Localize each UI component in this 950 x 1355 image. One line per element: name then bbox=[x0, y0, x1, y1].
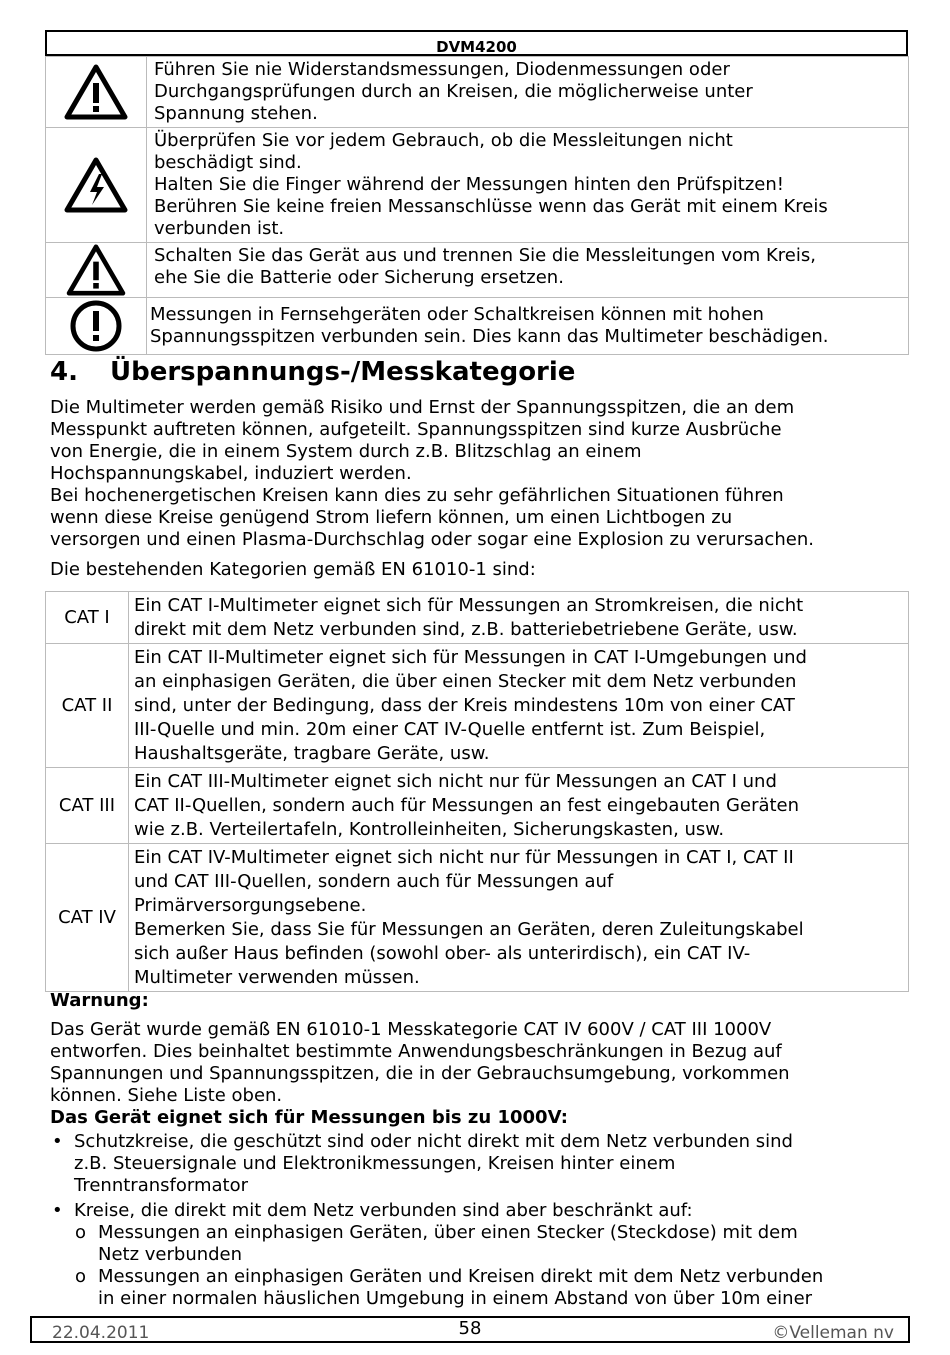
text-line: sind, unter der Bedingung, dass der Kreis mindestens 10m von einer CAT bbox=[134, 695, 795, 716]
page-number: 58 bbox=[458, 1318, 482, 1339]
footer-copyright: ©Velleman nv bbox=[772, 1323, 894, 1343]
text-line: Primärversorgungsebene. bbox=[134, 895, 367, 916]
text-line: Kreise, die direkt mit dem Netz verbunden sind aber beschränkt auf: bbox=[74, 1200, 693, 1221]
warning-text-line: Führen Sie nie Widerstandsmessungen, Diodenmessungen oder bbox=[154, 59, 730, 80]
text-line: und CAT III-Quellen, sondern auch für Messungen auf bbox=[134, 871, 614, 892]
category-row bbox=[46, 768, 909, 844]
list-item bbox=[74, 1222, 910, 1266]
text-line: Bei hochenergetischen Kreisen kann dies zu sehr gefährlichen Situationen führen bbox=[50, 485, 784, 506]
warning-triangle-icon bbox=[64, 244, 128, 296]
text-line: versorgen und einen Plasma-Durchschlag oder sogar eine Explosion zu verursachen. bbox=[50, 529, 814, 550]
categories-table bbox=[45, 591, 909, 992]
warning-text-line: Spannung stehen. bbox=[154, 103, 318, 124]
text-line: Ein CAT IV-Multimeter eignet sich nicht nur für Messungen in CAT I, CAT II bbox=[134, 847, 794, 868]
category-label: CAT III bbox=[46, 768, 129, 844]
text-line: z.B. Steuersignale und Elektronikmessungen, Kreisen hinter einem bbox=[74, 1153, 676, 1174]
text-line: Netz verbunden bbox=[98, 1244, 243, 1265]
footer-date: 22.04.2011 bbox=[52, 1323, 150, 1343]
warning-row bbox=[46, 298, 909, 355]
text-line: III-Quelle und min. 20m einer CAT IV-Quelle entfernt ist. Zum Beispiel, bbox=[134, 719, 766, 740]
text-line: Ein CAT II-Multimeter eignet sich für Messungen in CAT I-Umgebungen und bbox=[134, 647, 807, 668]
usage-bullet-list bbox=[50, 1131, 910, 1313]
circle-bullet-icon: o bbox=[75, 1222, 87, 1243]
text-line: Die Multimeter werden gemäß Risiko und Ernst der Spannungsspitzen, die an dem bbox=[50, 397, 795, 418]
warning-text-line: verbunden ist. bbox=[154, 218, 285, 239]
category-row bbox=[46, 644, 909, 768]
text-line: Multimeter verwenden müssen. bbox=[134, 967, 420, 988]
text-line: direkt mit dem Netz verbunden sind, z.B. batteriebetriebene Geräte, usw. bbox=[134, 619, 798, 640]
safety-warnings-table bbox=[45, 56, 909, 355]
warning-paragraph bbox=[50, 1019, 910, 1129]
text-line: Messungen an einphasigen Geräten, über einen Stecker (Steckdose) mit dem bbox=[98, 1222, 798, 1243]
text-line: entworfen. Dies beinhaltet bestimmte Anwendungsbeschränkungen in Bezug auf bbox=[50, 1041, 782, 1062]
warning-text-line: beschädigt sind. bbox=[154, 152, 302, 173]
list-item bbox=[50, 1131, 910, 1197]
warning-text-line: Messungen in Fernsehgeräten oder Schaltkreisen können mit hohen bbox=[150, 304, 764, 325]
section-number: 4. bbox=[50, 357, 78, 387]
warning-heading: Warnung: bbox=[50, 990, 149, 1011]
warning-row bbox=[46, 57, 909, 128]
text-line: wie z.B. Verteilertafeln, Kontrolleinheiten, Sicherungskasten, usw. bbox=[134, 819, 725, 840]
header-title: DVM4200 bbox=[436, 38, 517, 56]
bullet-icon: • bbox=[52, 1200, 63, 1221]
list-item bbox=[50, 1200, 910, 1310]
text-line: Schutzkreise, die geschützt sind oder nicht direkt mit dem Netz verbunden sind bbox=[74, 1131, 793, 1152]
text-line: CAT II-Quellen, sondern auch für Messungen an fest eingebauten Geräten bbox=[134, 795, 800, 816]
section-title: Überspannungs-/Messkategorie bbox=[110, 357, 576, 387]
circle-bullet-icon: o bbox=[75, 1266, 87, 1287]
warning-text-line: Halten Sie die Finger während der Messungen hinten den Prüfspitzen! bbox=[154, 174, 784, 195]
warning-text-line: Überprüfen Sie vor jedem Gebrauch, ob die Messleitungen nicht bbox=[154, 130, 733, 151]
text-line: Haushaltsgeräte, tragbare Geräte, usw. bbox=[134, 743, 490, 764]
section-heading bbox=[50, 356, 575, 388]
bold-statement: Das Gerät eignet sich für Messungen bis zu 1000V: bbox=[50, 1107, 568, 1128]
high-voltage-icon bbox=[64, 157, 128, 213]
intro-paragraph bbox=[50, 397, 910, 551]
text-line: Ein CAT III-Multimeter eignet sich nicht nur für Messungen an CAT I und bbox=[134, 771, 777, 792]
category-label: CAT IV bbox=[46, 844, 129, 992]
text-line: Hochspannungskabel, induziert werden. bbox=[50, 463, 412, 484]
text-line: wenn diese Kreise genügend Strom liefern können, um einen Lichtbogen zu bbox=[50, 507, 733, 528]
page-footer bbox=[30, 1316, 910, 1343]
text-line: Messpunkt auftreten können, aufgeteilt. Spannungsspitzen sind kurze Ausbrüche bbox=[50, 419, 782, 440]
warning-text-line: Berühren Sie keine freien Messanschlüsse wenn das Gerät mit einem Kreis bbox=[154, 196, 828, 217]
warning-row bbox=[46, 243, 909, 298]
category-label: CAT I bbox=[46, 592, 129, 644]
text-line: Spannungen und Spannungsspitzen, die in der Gebrauchsumgebung, vorkommen bbox=[50, 1063, 790, 1084]
text-line: Bemerken Sie, dass Sie für Messungen an Geräten, deren Zuleitungskabel bbox=[134, 919, 804, 940]
category-row bbox=[46, 592, 909, 644]
warning-text-line: Schalten Sie das Gerät aus und trennen Sie die Messleitungen vom Kreis, bbox=[154, 245, 816, 266]
warning-text-line: Spannungsspitzen verbunden sein. Dies kann das Multimeter beschädigen. bbox=[150, 326, 829, 347]
warning-row bbox=[46, 128, 909, 243]
list-item bbox=[74, 1266, 910, 1310]
text-line: Ein CAT I-Multimeter eignet sich für Messungen an Stromkreisen, die nicht bbox=[134, 595, 804, 616]
warning-text-line: Durchgangsprüfungen durch an Kreisen, die möglicherweise unter bbox=[154, 81, 753, 102]
text-line: Messungen an einphasigen Geräten und Kreisen direkt mit dem Netz verbunden bbox=[98, 1266, 824, 1287]
text-line: an einphasigen Geräten, die über einen Stecker mit dem Netz verbunden bbox=[134, 671, 797, 692]
warning-text-line: ehe Sie die Batterie oder Sicherung ersetzen. bbox=[154, 267, 564, 288]
page-header bbox=[45, 30, 908, 56]
text-line: sich außer Haus befinden (sowohl ober- als unterirdisch), ein CAT IV- bbox=[134, 943, 751, 964]
caution-circle-icon bbox=[70, 300, 122, 352]
text-line: in einer normalen häuslichen Umgebung in einem Abstand von über 10m einer bbox=[98, 1288, 813, 1309]
text-line: Das Gerät wurde gemäß EN 61010-1 Messkategorie CAT IV 600V / CAT III 1000V bbox=[50, 1019, 772, 1040]
text-line: von Energie, die in einem System durch z.B. Blitzschlag an einem bbox=[50, 441, 642, 462]
sub-bullet-list bbox=[74, 1222, 910, 1310]
category-row bbox=[46, 844, 909, 992]
bullet-icon: • bbox=[52, 1131, 63, 1152]
category-label: CAT II bbox=[46, 644, 129, 768]
categories-intro: Die bestehenden Kategorien gemäß EN 61010-1 sind: bbox=[50, 559, 536, 580]
text-line: Trenntransformator bbox=[74, 1175, 248, 1196]
text-line: können. Siehe Liste oben. bbox=[50, 1085, 283, 1106]
warning-triangle-icon bbox=[64, 64, 128, 120]
